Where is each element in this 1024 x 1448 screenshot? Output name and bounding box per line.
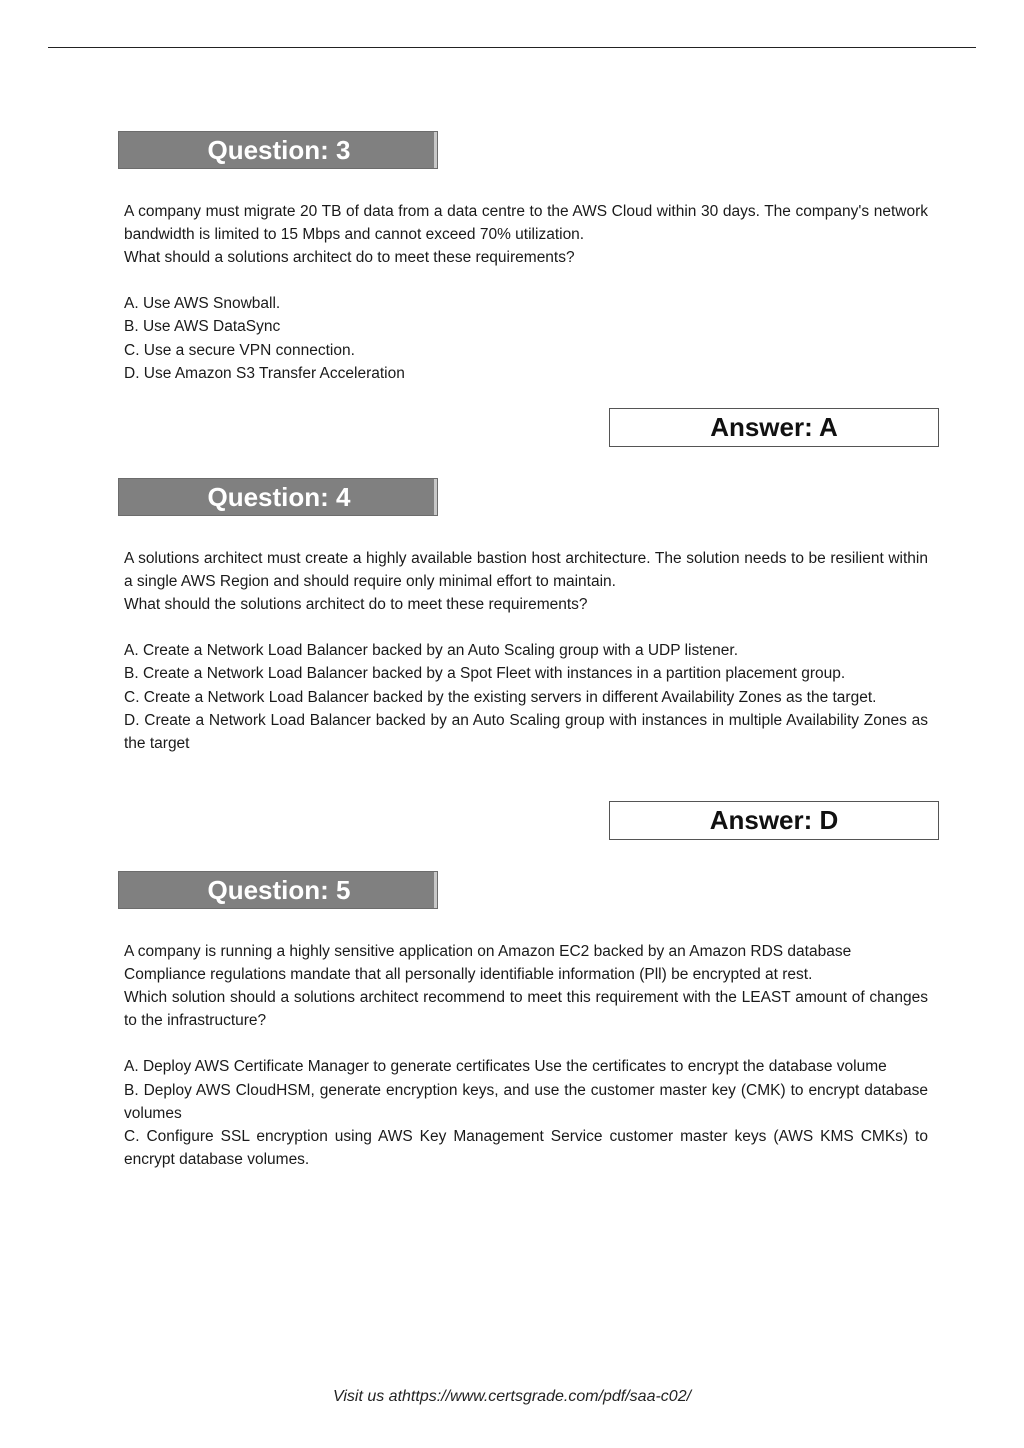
answer-label: Answer: D (709, 805, 839, 835)
question-stem: A company is running a highly sensitive application on Amazon EC2 backed by an Amazon RDS database (124, 943, 852, 960)
question-header (118, 478, 438, 516)
answer-option: C. Create a Network Load Balancer backed by the existing servers in different Availability Zones as the target. (124, 688, 877, 706)
answer-option: C. Use a secure VPN connection. (124, 341, 355, 359)
question-stem: What should the solutions architect do to meet these requirements? (124, 596, 588, 614)
answer-option: D. Use Amazon S3 Transfer Acceleration (124, 364, 405, 382)
answer-option: A. Deploy AWS Certificate Manager to generate certificates Use the certificates to encrypt the database volume (124, 1058, 887, 1076)
answer-option: A. Use AWS Snowball. (124, 295, 281, 313)
question-header (118, 871, 438, 909)
answer-option: C. Configure SSL encryption using AWS Key Management Service customer master keys (AWS KMS CMKs) to encrypt database volumes. (124, 1127, 928, 1168)
question-header (118, 131, 438, 169)
question-stem: Compliance regulations mandate that all personally identifiable information (Pll) be encrypted at rest. (124, 966, 813, 984)
question-stem: A solutions architect must create a highly available bastion host architecture. The solution needs to be resilient within a single AWS Region and should require only minimal effort to maintain. (124, 550, 928, 591)
answer-label: Answer: A (710, 412, 838, 442)
answer-box (609, 801, 939, 840)
footer-visit-link[interactable]: Visit us athttps://www.certsgrade.com/pdf/saa-c02/ (332, 1388, 692, 1405)
answer-box (609, 408, 939, 447)
question-body (124, 547, 928, 755)
answer-option: D. Create a Network Load Balancer backed by an Auto Scaling group with instances in multiple Availability Zones as the target (124, 711, 928, 752)
question-body (124, 200, 928, 385)
question-header-label: Question: 5 (207, 875, 351, 905)
question-header-label: Question: 4 (207, 482, 351, 512)
answer-option: A. Create a Network Load Balancer backed by an Auto Scaling group with a UDP listener. (124, 642, 739, 660)
answer-option: B. Deploy AWS CloudHSM, generate encryption keys, and use the customer master key (CMK) to encrypt database volumes (124, 1081, 928, 1122)
question-stem: Which solution should a solutions architect recommend to meet this requirement with the LEAST amount of changes to the infrastructure? (124, 989, 928, 1030)
answer-option: B. Create a Network Load Balancer backed by a Spot Fleet with instances in a partition placement group. (124, 665, 846, 683)
top-rule (48, 47, 976, 48)
question-stem: A company must migrate 20 TB of data from a data centre to the AWS Cloud within 30 days. The company's network bandwidth is limited to 15 Mbps and cannot exceed 70% utilization. (124, 203, 928, 244)
question-body (124, 940, 928, 1171)
question-header-label: Question: 3 (207, 135, 351, 165)
answer-option: B. Use AWS DataSync (124, 318, 281, 336)
question-stem: What should a solutions architect do to meet these requirements? (124, 249, 575, 267)
